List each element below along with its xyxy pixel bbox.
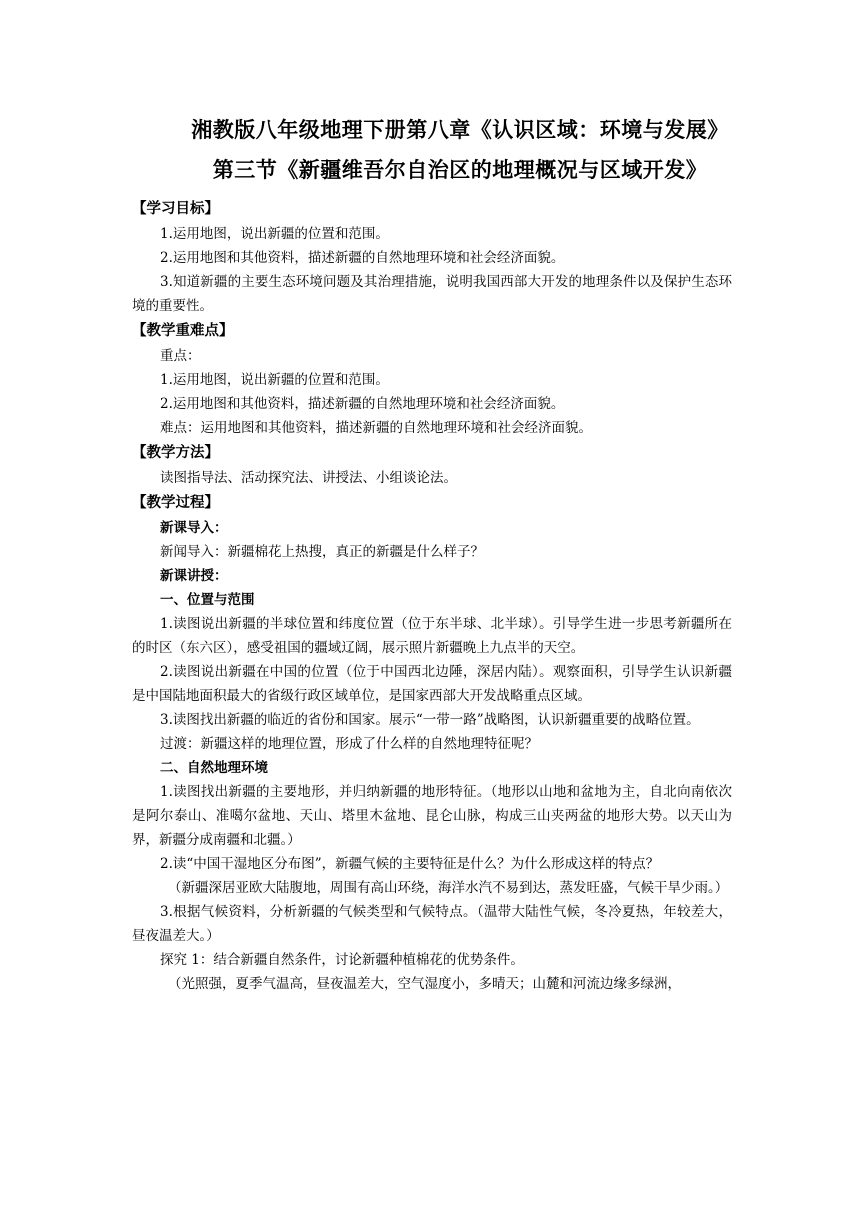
- focus-label: 重点：: [160, 348, 201, 364]
- goal-item: 2.运用地图和其他资料，描述新疆的自然地理环境和社会经济面貌。: [160, 250, 565, 266]
- section-2-answer: （新疆深居亚欧大陆腹地，周围有高山环绕，海洋水汽不易到达，蒸发旺盛，气候干旱少雨。）: [168, 880, 729, 896]
- section-1-item: 3.读图找出新疆的临近的省份和国家。展示“一带一路”战略图，认识新疆重要的战略位置。: [160, 712, 700, 728]
- goal-item: 3.知道新疆的主要生态环境问题及其治理措施，说明我国西部大开发的地理条件以及保护生态环境的重要性。: [132, 274, 732, 314]
- document-body: [132, 196, 732, 996]
- section-2-question: 2.读“中国干湿地区分布图”，新疆气候的主要特征是什么？为什么形成这样的特点？: [160, 856, 660, 872]
- section-2-item: 1.读图找出新疆的主要地形，并归纳新疆的地形特征。（地形以山地和盆地为主，自北向南依次是阿尔泰山、准噶尔盆地、天山、塔里木盆地、昆仑山脉，构成三山夹两盆的地形大势。以天山为界，新疆分成南疆和北疆。）: [132, 784, 732, 848]
- section-2-title: 二、自然地理环境: [160, 760, 268, 776]
- section-1-item: 1.读图说出新疆的半球位置和纬度位置（位于东半球、北半球）。引导学生进一步思考新疆所在的时区（东六区），感受祖国的疆域辽阔，展示照片新疆晚上九点半的天空。: [132, 616, 732, 656]
- explore-1-question: 探究 1：结合新疆自然条件，讨论新疆种植棉花的优势条件。: [160, 952, 524, 968]
- methods-heading: 【教学方法】: [132, 445, 219, 461]
- goals-heading: 【学习目标】: [132, 201, 219, 217]
- document-title-line-2: 第三节《新疆维吾尔自治区的地理概况与区域开发》: [212, 158, 708, 182]
- goal-item: 1.运用地图，说出新疆的位置和范围。: [160, 226, 389, 242]
- difficulty-text: 难点：运用地图和其他资料，描述新疆的自然地理环境和社会经济面貌。: [160, 420, 592, 436]
- intro-text: 新闻导入：新疆棉花上热搜，真正的新疆是什么样子？: [160, 544, 484, 560]
- section-1-item: 2.读图说出新疆在中国的位置（位于中国西北边陲，深居内陆）。观察面积，引导学生认识新疆是中国陆地面积最大的省级行政区域单位，是国家西部大开发战略重点区域。: [132, 664, 732, 704]
- transition-text: 过渡：新疆这样的地理位置，形成了什么样的自然地理特征呢？: [160, 736, 538, 752]
- focus-item: 1.运用地图，说出新疆的位置和范围。: [160, 372, 389, 388]
- process-heading: 【教学过程】: [132, 495, 219, 511]
- explore-1-answer: （光照强，夏季气温高，昼夜温差大，空气湿度小，多晴天；山麓和河流边缘多绿洲，: [168, 976, 681, 992]
- methods-text: 读图指导法、活动探究法、讲授法、小组谈论法。: [160, 470, 457, 486]
- section-1-title: 一、位置与范围: [160, 592, 255, 608]
- key-points-heading: 【教学重难点】: [132, 323, 234, 339]
- focus-item: 2.运用地图和其他资料，描述新疆的自然地理环境和社会经济面貌。: [160, 396, 565, 412]
- lecture-label: 新课讲授：: [160, 568, 228, 584]
- document-title-line-1: 湘教版八年级地理下册第八章《认识区域：环境与发展》: [191, 118, 729, 142]
- intro-label: 新课导入：: [160, 520, 228, 536]
- section-2-item: 3.根据气候资料，分析新疆的气候类型和气候特点。（温带大陆性气候，冬冷夏热，年较差大，昼夜温差大。）: [132, 904, 732, 944]
